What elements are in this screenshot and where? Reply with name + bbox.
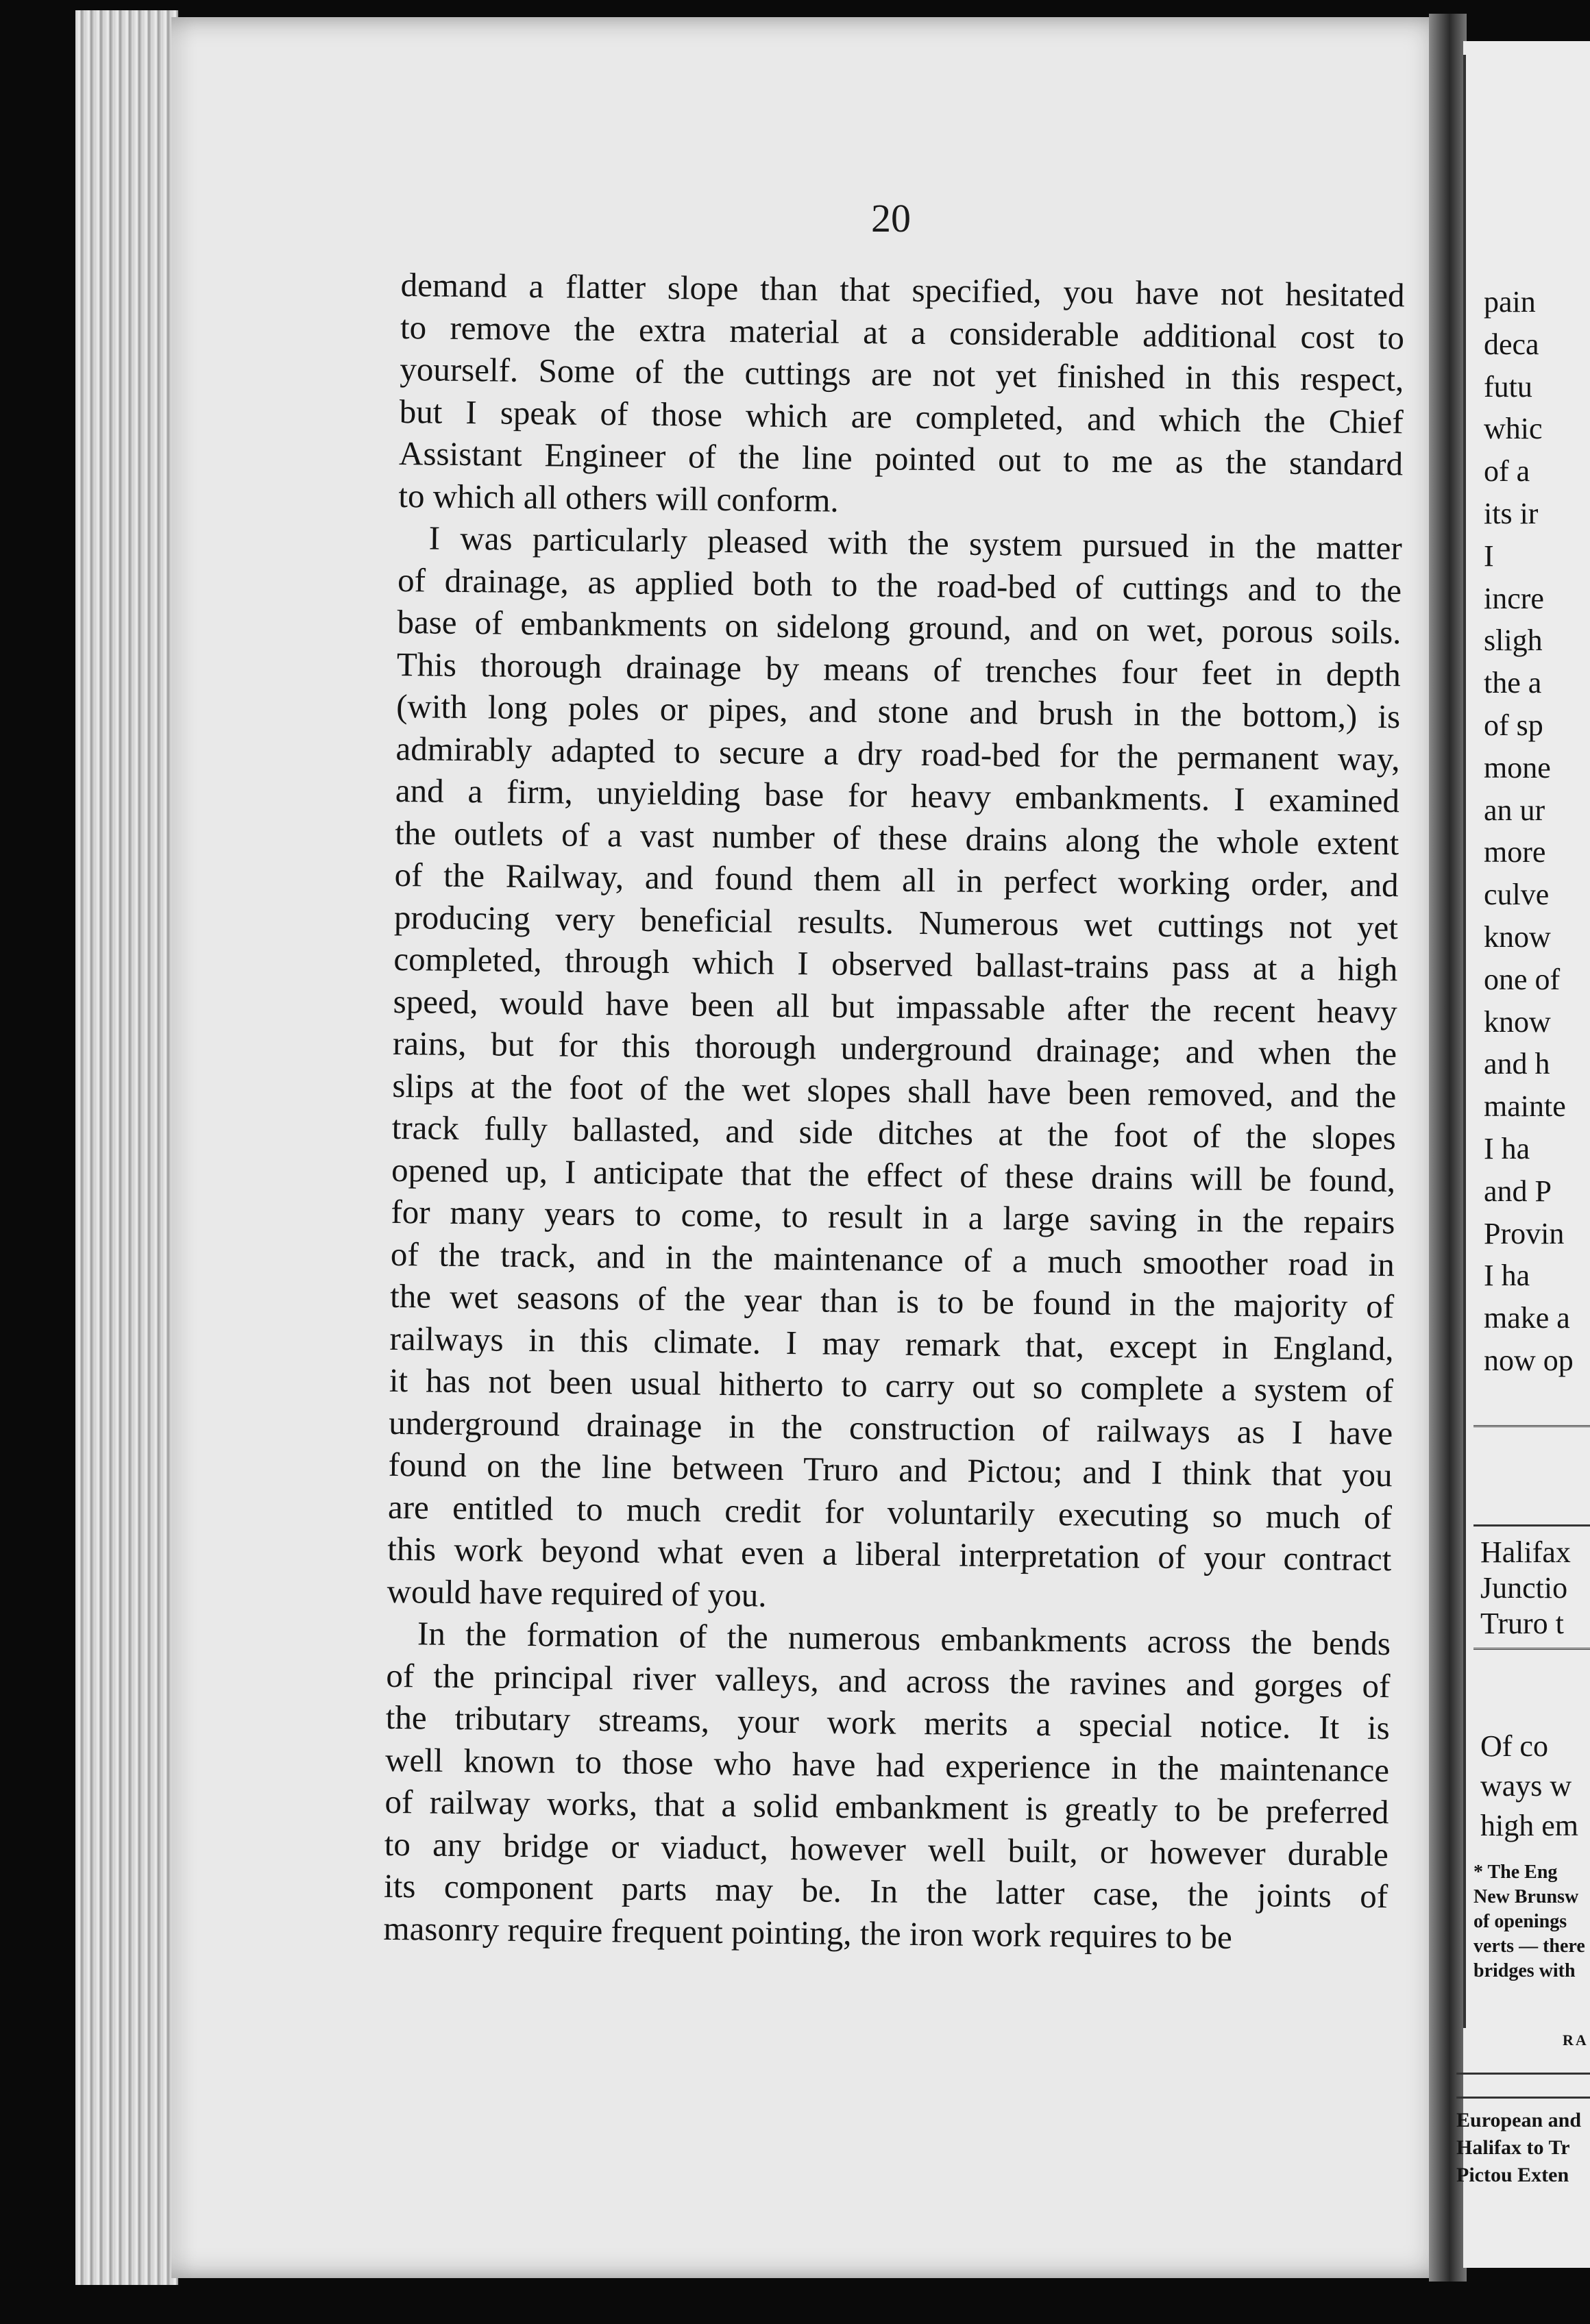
facing-page-line: verts — there xyxy=(1473,1936,1585,1957)
facing-page-line: more xyxy=(1484,835,1546,869)
facing-page-line: sligh xyxy=(1484,623,1543,658)
text-line: This thorough drainage by means of trenches four feet in depth xyxy=(396,645,1402,693)
text-line: to which all others will conform. xyxy=(398,476,840,519)
book-gutter xyxy=(1429,14,1467,2282)
facing-page-line: I ha xyxy=(1484,1131,1530,1165)
text-line: would have required of you. xyxy=(387,1572,767,1614)
text-line: it has not been usual hitherto to carry out so complete a system of xyxy=(389,1361,1394,1410)
facing-page-edge xyxy=(1463,55,1466,2028)
text-line: producing very beneficial results. Numerous wet cuttings not yet xyxy=(393,898,1399,946)
text-line: of the Railway, and found them all in perfect working order, and xyxy=(394,855,1399,904)
text-line: are entitled to much credit for voluntarily executing so much of xyxy=(387,1487,1393,1536)
facing-page-body-fragment xyxy=(1484,281,1590,1382)
text-line: demand a flatter slope than that specified, you have not hesitated xyxy=(400,265,1405,314)
facing-page-line: New Brunsw xyxy=(1473,1886,1579,1907)
text-line: of drainage, as applied both to the road-bed of cuttings and to the xyxy=(397,560,1402,609)
facing-page-line: make a xyxy=(1484,1301,1570,1335)
facing-page-rule xyxy=(1473,1524,1590,1526)
text-line: well known to those who have had experience in the maintenance xyxy=(384,1740,1390,1789)
text-line: railways in this climate. I may remark that, except in England, xyxy=(389,1319,1394,1368)
text-line: In the formation of the numerous embankments across the bends xyxy=(417,1614,1391,1663)
facing-page-heading-fragment: RA xyxy=(1563,2031,1589,2049)
text-line: rains, but for this thorough underground drainage; and when the xyxy=(392,1024,1397,1073)
facing-page-line: Provin xyxy=(1484,1216,1565,1250)
facing-page-line: an ur xyxy=(1484,793,1545,827)
text-line: underground drainage in the construction of railways as I have xyxy=(389,1403,1393,1452)
text-line: and a firm, unyielding base for heavy embankments. I examined xyxy=(395,771,1400,820)
facing-page-line: now op xyxy=(1484,1343,1574,1377)
facing-page-line: Of co xyxy=(1480,1729,1548,1763)
facing-page-line: mone xyxy=(1484,750,1551,784)
facing-page-table-rows xyxy=(1456,2107,1590,2189)
facing-page-line: Halifax to Tr xyxy=(1456,2136,1570,2159)
facing-page-line: pain xyxy=(1484,285,1536,319)
facing-page-line: know xyxy=(1484,1004,1551,1039)
facing-page-line: I ha xyxy=(1484,1259,1530,1293)
facing-page-line: of openings xyxy=(1473,1911,1567,1932)
page-body-text xyxy=(383,264,1405,1960)
text-line: masonry require frequent pointing, the iron work requires to be xyxy=(383,1909,1233,1956)
text-line: Assistant Engineer of the line pointed out to me as the standard xyxy=(398,434,1404,483)
facing-page-line: Junctio xyxy=(1480,1571,1568,1605)
text-line: base of embankments on sidelong ground, and on wet, porous soils. xyxy=(397,602,1402,652)
text-line: of the track, and in the maintenance of a much smoother road in xyxy=(390,1235,1395,1283)
facing-page-line: European and xyxy=(1456,2109,1582,2131)
text-line: yourself. Some of the cuttings are not yet finished in this respect, xyxy=(400,349,1404,399)
facing-page-line: I xyxy=(1484,539,1494,573)
facing-page-line: whic xyxy=(1484,412,1543,446)
facing-page-line: its ir xyxy=(1484,496,1539,530)
text-line: found on the line between Truro and Pictou; and I think that you xyxy=(388,1445,1393,1494)
text-line: to remove the extra material at a considerable additional cost to xyxy=(400,308,1405,356)
facing-page-line: Halifax xyxy=(1480,1535,1571,1569)
text-line: the tributary streams, your work merits a special notice. It is xyxy=(385,1698,1390,1747)
facing-page-line: culve xyxy=(1484,878,1550,912)
facing-page-line: of a xyxy=(1484,454,1530,489)
facing-page-line: high em xyxy=(1480,1809,1578,1842)
text-line: for many years to come, to result in a large saving in the repairs xyxy=(391,1192,1395,1241)
text-line: slips at the foot of the wet slopes shall have been removed, and the xyxy=(392,1066,1397,1115)
facing-page-line: mainte xyxy=(1484,1089,1566,1124)
facing-page-line: * The Eng xyxy=(1473,1862,1558,1883)
text-line: I was particularly pleased with the system pursued in the matter xyxy=(428,519,1403,567)
facing-page-line: one of xyxy=(1484,962,1561,996)
text-line: (with long poles or pipes, and stone and brush in the bottom,) is xyxy=(395,687,1401,736)
text-line: speed, would have been all but impassable after the recent heavy xyxy=(393,982,1397,1030)
page-edges xyxy=(75,10,178,2285)
text-line: opened up, I anticipate that the effect of these drains will be found, xyxy=(391,1150,1396,1199)
paragraph xyxy=(387,517,1402,1622)
text-line: track fully ballasted, and side ditches at the foot of the slopes xyxy=(391,1108,1397,1157)
facing-page-line: incre xyxy=(1484,581,1544,615)
text-line: to any bridge or viaduct, however well built, or however durable xyxy=(384,1825,1389,1873)
text-line: but I speak of those which are completed, and which the Chief xyxy=(399,392,1404,441)
page-number: 20 xyxy=(871,196,911,240)
text-line: of railway works, that a solid embankment is greatly to be preferred xyxy=(384,1782,1389,1831)
text-line: admirably adapted to secure a dry road-bed for the permanent way, xyxy=(395,729,1400,778)
text-line: the outlets of a vast number of these drains along the whole extent xyxy=(395,813,1399,862)
paragraph xyxy=(398,264,1405,527)
facing-page-footnote-fragment xyxy=(1473,1860,1590,1983)
facing-page-line: deca xyxy=(1484,327,1539,361)
facing-page-line: bridges with xyxy=(1473,1960,1576,1981)
facing-page-paragraph-fragment xyxy=(1480,1727,1590,1846)
facing-page-line: and P xyxy=(1484,1174,1552,1208)
facing-page-line: futu xyxy=(1484,369,1532,404)
facing-page-rule xyxy=(1456,2073,1590,2075)
facing-page-rule xyxy=(1456,2097,1590,2099)
text-line: the wet seasons of the year than is to be found in the majority of xyxy=(389,1276,1395,1326)
facing-page-table-fragment xyxy=(1480,1535,1590,1642)
facing-page-line: know xyxy=(1484,919,1551,954)
facing-page-line: Truro t xyxy=(1480,1607,1564,1640)
facing-page-line: the a xyxy=(1484,666,1542,700)
facing-page-line: and h xyxy=(1484,1047,1550,1081)
paragraph xyxy=(383,1612,1391,1960)
text-line: this work beyond what even a liberal interpretation of your contract xyxy=(387,1529,1392,1579)
facing-page-line: ways w xyxy=(1480,1769,1572,1803)
text-line: of the principal river valleys, and across the ravines and gorges of xyxy=(386,1656,1391,1705)
facing-page-line: Pictou Exten xyxy=(1456,2164,1569,2186)
facing-page-rule xyxy=(1473,1648,1590,1653)
facing-page-rule xyxy=(1473,1425,1590,1430)
text-line: completed, through which I observed ballast-trains pass at a high xyxy=(393,939,1398,989)
facing-page-line: of sp xyxy=(1484,708,1543,742)
text-line: its component parts may be. In the latter case, the joints of xyxy=(383,1866,1389,1916)
